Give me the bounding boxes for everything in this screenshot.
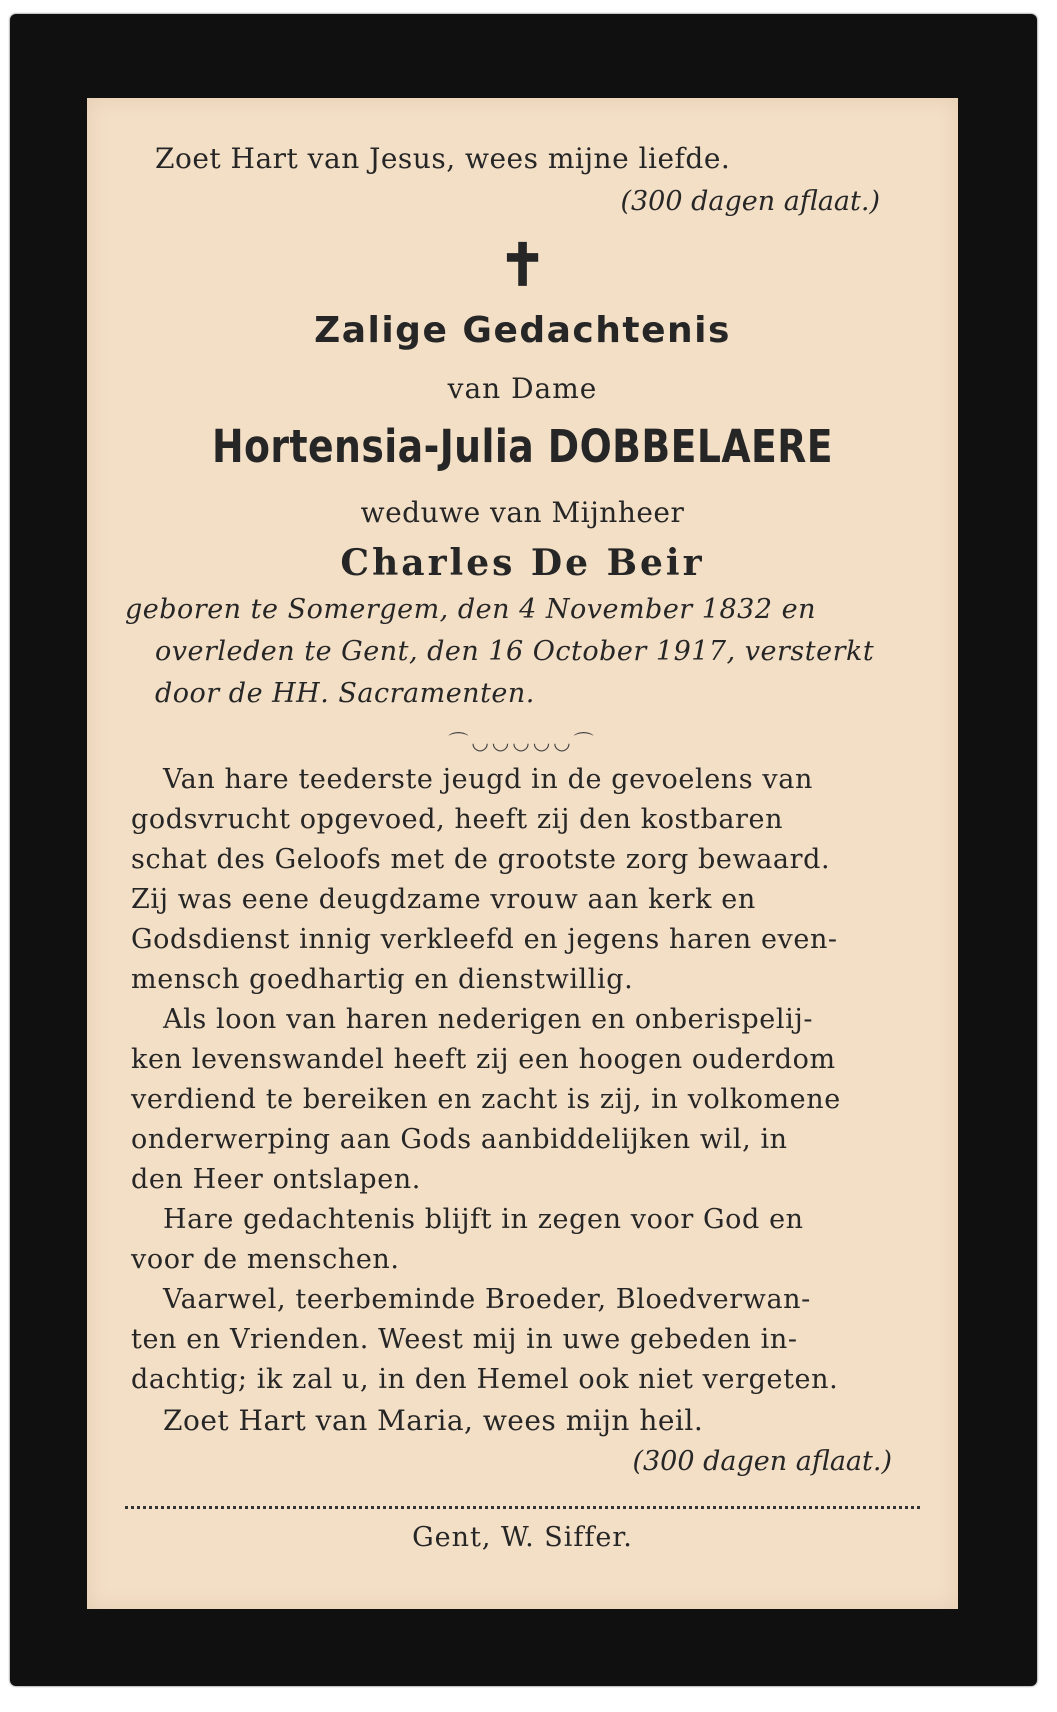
indulgence-top: (300 dagen aflaat.) (620, 186, 880, 217)
deceased-name: Hortensia-Julia DOBBELAERE (211, 420, 834, 473)
body-line: den Heer ontslapen. (131, 1164, 421, 1195)
card-title: Zalige Gedachtenis (314, 310, 731, 351)
printer-imprint: Gent, W. Siffer. (412, 1522, 633, 1553)
body-line: voor de menschen. (131, 1244, 400, 1275)
birth-death-line: geboren te Somergem, den 4 November 1832 en (125, 594, 816, 625)
body-line: Vaarwel, teerbeminde Broeder, Bloedverwan- (163, 1284, 811, 1315)
van-dame: van Dame (447, 372, 598, 405)
body-line: godsvrucht opgevoed, heeft zij den kostbaren (131, 804, 784, 835)
card-paper (87, 98, 958, 1609)
body-line: onderwerping aan Gods aanbiddelijken wil, in (131, 1124, 788, 1155)
birth-death-line: overleden te Gent, den 16 October 1917, versterkt (155, 636, 875, 667)
ornament-divider: ⌒◡◡◡◡◡⌒ (448, 730, 597, 754)
body-line: Als loon van haren nederigen en onberispelij- (163, 1004, 814, 1035)
body-line: Van hare teederste jeugd in de gevoelens van (163, 764, 813, 795)
invocation-bottom: Zoet Hart van Maria, wees mijn heil. (163, 1404, 704, 1437)
widow-of: weduwe van Mijnheer (360, 496, 685, 529)
body-line: mensch goedhartig en dienstwillig. (131, 964, 634, 995)
indulgence-bottom: (300 dagen aflaat.) (632, 1446, 892, 1477)
body-line: ten en Vrienden. Weest mij in uwe gebeden in- (131, 1324, 798, 1355)
cross-icon: ✝ (498, 231, 547, 299)
invocation-top: Zoet Hart van Jesus, wees mijne liefde. (155, 142, 731, 175)
birth-death-line: door de HH. Sacramenten. (155, 678, 535, 709)
body-line: Zij was eene deugdzame vrouw aan kerk en (131, 884, 756, 915)
body-line: dachtig; ik zal u, in den Hemel ook niet vergeten. (131, 1364, 839, 1395)
husband-name: Charles De Beir (340, 542, 705, 584)
body-line: ken levenswandel heeft zij een hoogen ouderdom (131, 1044, 836, 1075)
body-line: schat des Geloofs met de grootste zorg bewaard. (131, 844, 831, 875)
body-line: verdiend te bereiken en zacht is zij, in volkomene (131, 1084, 841, 1115)
memorial-card (10, 14, 1037, 1686)
body-line: Godsdienst innig verkleefd en jegens haren even- (131, 924, 838, 955)
body-line: Hare gedachtenis blijft in zegen voor God en (163, 1204, 804, 1235)
dotted-divider (125, 1506, 920, 1509)
